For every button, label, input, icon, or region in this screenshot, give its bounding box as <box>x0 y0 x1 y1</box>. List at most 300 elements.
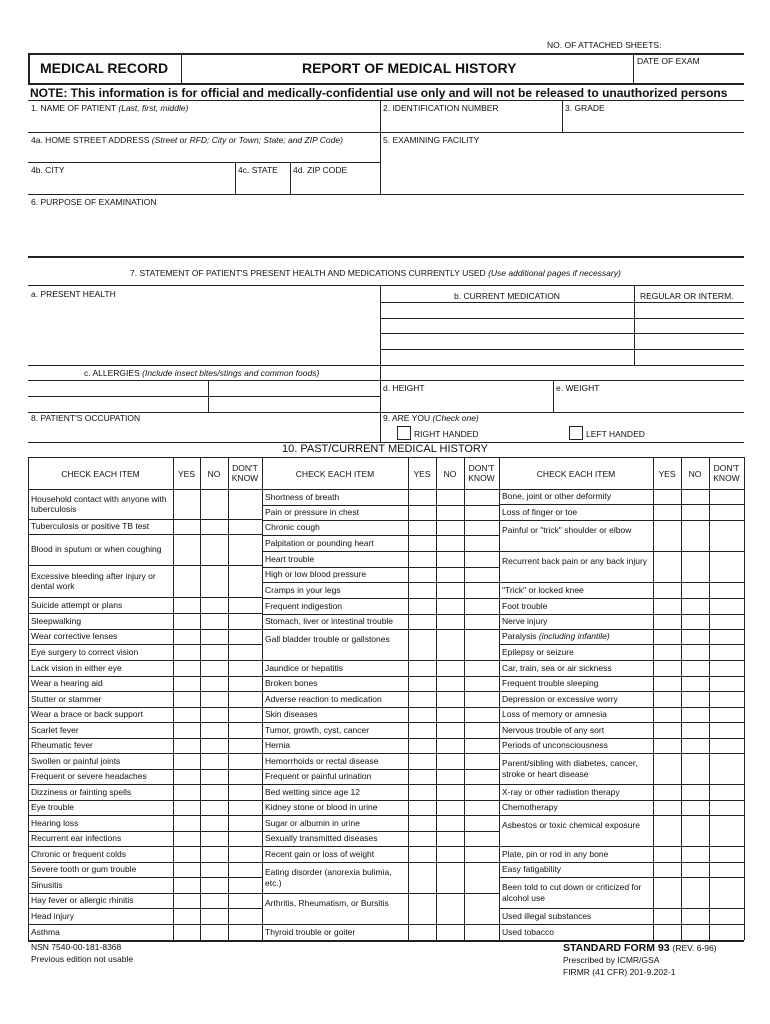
history-yes-cell[interactable] <box>174 801 199 814</box>
history-dontknow-cell[interactable] <box>229 661 261 675</box>
col3-no-header: NO <box>688 469 702 479</box>
address-field[interactable] <box>31 146 376 160</box>
history-dontknow-cell[interactable] <box>465 521 498 534</box>
history-no-cell[interactable] <box>682 490 708 503</box>
history-yes-cell[interactable] <box>654 599 680 613</box>
history-no-cell[interactable] <box>201 535 227 564</box>
history-dontknow-cell[interactable] <box>710 645 743 659</box>
present-health-field[interactable] <box>31 300 376 362</box>
history-no-cell[interactable] <box>437 832 463 845</box>
history-dontknow-cell[interactable] <box>229 614 261 628</box>
history-no-cell[interactable] <box>437 615 463 628</box>
history-no-cell[interactable] <box>201 566 227 596</box>
history-dontknow-cell[interactable] <box>465 816 498 830</box>
col1-no-header: NO <box>207 469 221 479</box>
history-yes-cell[interactable] <box>654 708 680 721</box>
history-yes-cell[interactable] <box>174 614 199 628</box>
history-item: Adverse reaction to medication <box>265 693 382 704</box>
attached-sheets-field[interactable] <box>672 38 742 51</box>
history-item: Parent/sibling with diabetes, cancer, stroke or heart disease <box>502 758 638 779</box>
history-dontknow-cell[interactable] <box>710 583 743 597</box>
history-yes-cell[interactable] <box>654 878 680 907</box>
history-dontknow-cell[interactable] <box>465 615 498 628</box>
history-item: Stutter or stammer <box>31 693 102 704</box>
history-no-cell[interactable] <box>437 490 463 504</box>
history-item: Bone, joint or other deformity <box>502 491 612 502</box>
history-yes-cell[interactable] <box>409 661 435 675</box>
history-yes-cell[interactable] <box>654 847 680 861</box>
history-dontknow-cell[interactable] <box>465 599 498 613</box>
history-no-cell[interactable] <box>437 506 463 519</box>
left-handed-checkbox[interactable] <box>569 426 583 440</box>
history-yes-cell[interactable] <box>174 708 199 721</box>
history-yes-cell[interactable] <box>409 506 435 519</box>
history-dontknow-cell[interactable] <box>229 630 261 643</box>
history-yes-cell[interactable] <box>654 630 680 643</box>
facility-label: 5. EXAMINING FACILITY <box>383 135 480 145</box>
history-dontknow-cell[interactable] <box>710 615 743 628</box>
occupation-field[interactable] <box>31 424 376 440</box>
height-field[interactable] <box>383 394 550 410</box>
history-yes-cell[interactable] <box>409 521 435 534</box>
history-yes-cell[interactable] <box>409 552 435 566</box>
history-dontknow-cell[interactable] <box>229 754 261 768</box>
history-item: Sugar or albumin in urine <box>265 817 360 828</box>
history-no-cell[interactable] <box>201 894 227 907</box>
history-no-cell[interactable] <box>682 677 708 690</box>
history-dontknow-cell[interactable] <box>710 692 743 706</box>
history-yes-cell[interactable] <box>409 677 435 690</box>
history-no-cell[interactable] <box>201 614 227 628</box>
history-no-cell[interactable] <box>201 816 227 830</box>
history-no-cell[interactable] <box>682 521 708 550</box>
history-yes-cell[interactable] <box>174 598 199 612</box>
history-item: Sexually transmitted diseases <box>265 833 378 844</box>
history-no-cell[interactable] <box>682 661 708 675</box>
history-no-cell[interactable] <box>437 692 463 706</box>
history-no-cell[interactable] <box>437 583 463 597</box>
medication-field-4[interactable] <box>383 351 631 363</box>
history-dontknow-cell[interactable] <box>465 661 498 675</box>
history-no-cell[interactable] <box>682 708 708 721</box>
history-yes-cell[interactable] <box>654 645 680 659</box>
history-item: Frequent or painful urination <box>265 771 372 782</box>
history-no-cell[interactable] <box>437 521 463 534</box>
zip-field[interactable] <box>293 176 377 192</box>
grade-label: 3. GRADE <box>565 103 605 113</box>
history-no-cell[interactable] <box>682 925 708 939</box>
history-item: Severe tooth or gum trouble <box>31 864 137 875</box>
history-yes-cell[interactable] <box>654 692 680 706</box>
right-handed-checkbox[interactable] <box>397 426 411 440</box>
history-item: Frequent indigestion <box>265 600 343 611</box>
history-no-cell[interactable] <box>682 785 708 799</box>
history-no-cell[interactable] <box>437 723 463 737</box>
history-item: Broken bones <box>265 678 318 689</box>
history-yes-cell[interactable] <box>654 661 680 675</box>
history-item: Stomach, liver or intestinal trouble <box>265 616 394 627</box>
history-no-cell[interactable] <box>437 630 463 659</box>
history-no-cell[interactable] <box>201 723 227 737</box>
history-no-cell[interactable] <box>437 863 463 892</box>
history-dontknow-cell[interactable] <box>710 878 743 907</box>
history-yes-cell[interactable] <box>174 863 199 876</box>
history-no-cell[interactable] <box>437 599 463 613</box>
history-no-cell[interactable] <box>437 785 463 799</box>
history-yes-cell[interactable] <box>654 816 680 845</box>
history-yes-cell[interactable] <box>409 785 435 799</box>
history-no-cell[interactable] <box>201 490 227 518</box>
history-no-cell[interactable] <box>201 739 227 752</box>
history-dontknow-cell[interactable] <box>710 630 743 643</box>
history-dontknow-cell[interactable] <box>229 770 261 783</box>
history-yes-cell[interactable] <box>409 770 435 783</box>
history-dontknow-cell[interactable] <box>229 863 261 876</box>
history-yes-cell[interactable] <box>654 909 680 923</box>
history-no-cell[interactable] <box>682 630 708 643</box>
history-dontknow-cell[interactable] <box>229 801 261 814</box>
history-item: Tuberculosis or positive TB test <box>31 521 150 532</box>
history-yes-cell[interactable] <box>409 894 435 923</box>
history-dontknow-cell[interactable] <box>229 677 261 690</box>
history-dontknow-cell[interactable] <box>710 847 743 861</box>
history-yes-cell[interactable] <box>174 754 199 768</box>
history-dontknow-cell[interactable] <box>710 521 743 550</box>
history-yes-cell[interactable] <box>174 692 199 706</box>
attached-sheets-label: NO. OF ATTACHED SHEETS: <box>547 40 662 50</box>
history-no-cell[interactable] <box>682 599 708 613</box>
history-item: Nerve injury <box>502 616 548 627</box>
history-no-cell[interactable] <box>437 552 463 566</box>
history-no-cell[interactable] <box>682 739 708 752</box>
history-item: Blood in sputum or when coughing <box>31 544 162 555</box>
history-no-cell[interactable] <box>682 909 708 923</box>
history-yes-cell[interactable] <box>409 692 435 706</box>
history-dontknow-cell[interactable] <box>229 598 261 612</box>
history-item: Paralysis (including infantile) <box>502 631 610 642</box>
history-dontknow-cell[interactable] <box>465 536 498 550</box>
history-dontknow-cell[interactable] <box>465 785 498 799</box>
history-dontknow-cell[interactable] <box>229 566 261 596</box>
history-yes-cell[interactable] <box>409 816 435 830</box>
history-yes-cell[interactable] <box>174 785 199 799</box>
state-field[interactable] <box>238 176 287 192</box>
history-no-cell[interactable] <box>201 661 227 675</box>
history-yes-cell[interactable] <box>174 878 199 892</box>
history-yes-cell[interactable] <box>409 754 435 768</box>
report-title: REPORT OF MEDICAL HISTORY <box>302 60 517 76</box>
height-label: d. HEIGHT <box>383 383 425 393</box>
history-no-cell[interactable] <box>437 739 463 752</box>
history-yes-cell[interactable] <box>174 909 199 923</box>
history-dontknow-cell[interactable] <box>465 568 498 581</box>
history-yes-cell[interactable] <box>409 583 435 597</box>
history-dontknow-cell[interactable] <box>710 661 743 675</box>
history-no-cell[interactable] <box>682 615 708 628</box>
history-no-cell[interactable] <box>437 816 463 830</box>
history-dontknow-cell[interactable] <box>710 677 743 690</box>
history-no-cell[interactable] <box>201 785 227 799</box>
medication-field-1[interactable] <box>383 304 631 316</box>
history-item: Foot trouble <box>502 600 548 611</box>
history-dontknow-cell[interactable] <box>465 490 498 504</box>
history-item: Frequent trouble sleeping <box>502 678 599 689</box>
history-no-cell[interactable] <box>437 770 463 783</box>
history-no-cell[interactable] <box>201 770 227 783</box>
history-no-cell[interactable] <box>201 598 227 612</box>
history-item: Asthma <box>31 926 60 937</box>
history-no-cell[interactable] <box>201 677 227 690</box>
history-yes-cell[interactable] <box>409 925 435 939</box>
history-dontknow-cell[interactable] <box>710 754 743 783</box>
history-no-cell[interactable] <box>682 692 708 706</box>
weight-label: e. WEIGHT <box>556 383 600 393</box>
standard-form-label: STANDARD FORM 93 (REV. 6-96) <box>563 942 717 954</box>
present-health-label: a. PRESENT HEALTH <box>31 289 116 299</box>
history-no-cell[interactable] <box>437 536 463 550</box>
history-dontknow-cell[interactable] <box>229 878 261 892</box>
history-yes-cell[interactable] <box>654 521 680 550</box>
history-yes-cell[interactable] <box>174 816 199 830</box>
history-dontknow-cell[interactable] <box>229 535 261 564</box>
history-item: Jaundice or hepatitis <box>265 662 343 673</box>
history-yes-cell[interactable] <box>654 677 680 690</box>
medication-field-3[interactable] <box>383 335 631 347</box>
history-dontknow-cell[interactable] <box>465 894 498 923</box>
facility-field[interactable] <box>383 146 741 192</box>
history-yes-cell[interactable] <box>654 490 680 503</box>
history-dontknow-cell[interactable] <box>229 925 261 939</box>
history-item: X-ray or other radiation therapy <box>502 786 620 797</box>
history-dontknow-cell[interactable] <box>710 816 743 845</box>
history-no-cell[interactable] <box>201 909 227 923</box>
history-no-cell[interactable] <box>682 863 708 876</box>
history-dontknow-cell[interactable] <box>465 506 498 519</box>
history-dontknow-cell[interactable] <box>229 816 261 830</box>
history-yes-cell[interactable] <box>174 535 199 564</box>
history-no-cell[interactable] <box>682 505 708 519</box>
history-dontknow-cell[interactable] <box>710 909 743 923</box>
history-no-cell[interactable] <box>437 661 463 675</box>
medication-field-2[interactable] <box>383 320 631 332</box>
date-of-exam-label: DATE OF EXAM <box>637 56 700 66</box>
history-dontknow-cell[interactable] <box>229 909 261 923</box>
history-yes-cell[interactable] <box>174 723 199 737</box>
history-item: Hay fever or allergic rhinitis <box>31 895 134 906</box>
history-item: Hearing loss <box>31 817 79 828</box>
col2-yes-header: YES <box>413 469 431 479</box>
history-dontknow-cell[interactable] <box>465 583 498 597</box>
history-yes-cell[interactable] <box>409 615 435 628</box>
history-yes-cell[interactable] <box>654 505 680 519</box>
id-number-label: 2. IDENTIFICATION NUMBER <box>383 103 499 113</box>
history-yes-cell[interactable] <box>174 490 199 518</box>
history-dontknow-cell[interactable] <box>465 847 498 861</box>
history-dontknow-cell[interactable] <box>710 490 743 503</box>
history-dontknow-cell[interactable] <box>465 739 498 752</box>
history-yes-cell[interactable] <box>654 552 680 581</box>
history-no-cell[interactable] <box>201 863 227 876</box>
history-no-cell[interactable] <box>437 568 463 581</box>
history-yes-cell[interactable] <box>654 739 680 752</box>
history-item: Head injury <box>31 910 74 921</box>
history-no-cell[interactable] <box>437 925 463 939</box>
history-no-cell[interactable] <box>201 520 227 533</box>
history-yes-cell[interactable] <box>409 723 435 737</box>
history-dontknow-cell[interactable] <box>465 708 498 721</box>
history-dontknow-cell[interactable] <box>229 490 261 518</box>
history-dontknow-cell[interactable] <box>710 723 743 737</box>
history-yes-cell[interactable] <box>409 708 435 721</box>
history-dontknow-cell[interactable] <box>465 630 498 659</box>
history-dontknow-cell[interactable] <box>229 645 261 659</box>
history-yes-cell[interactable] <box>409 832 435 845</box>
history-no-cell[interactable] <box>682 801 708 814</box>
history-yes-cell[interactable] <box>174 770 199 783</box>
history-no-cell[interactable] <box>437 801 463 814</box>
history-item: Suicide attempt or plans <box>31 599 123 610</box>
history-yes-cell[interactable] <box>409 536 435 550</box>
history-no-cell[interactable] <box>437 708 463 721</box>
history-item: Heart trouble <box>265 553 315 564</box>
id-number-field[interactable] <box>383 114 559 130</box>
history-dontknow-cell[interactable] <box>229 832 261 845</box>
history-dontknow-cell[interactable] <box>465 863 498 892</box>
history-item: Dizziness or fainting spells <box>31 786 132 797</box>
history-no-cell[interactable] <box>682 754 708 783</box>
history-yes-cell[interactable] <box>174 894 199 907</box>
history-dontknow-cell[interactable] <box>465 754 498 768</box>
history-item: Rheumatic fever <box>31 740 93 751</box>
history-item: Recurrent back pain or any back injury <box>502 556 648 566</box>
purpose-field[interactable] <box>31 208 741 254</box>
history-dontknow-cell[interactable] <box>465 692 498 706</box>
history-yes-cell[interactable] <box>654 615 680 628</box>
history-yes-cell[interactable] <box>654 583 680 597</box>
history-no-cell[interactable] <box>201 754 227 768</box>
history-yes-cell[interactable] <box>409 739 435 752</box>
history-yes-cell[interactable] <box>409 599 435 613</box>
history-no-cell[interactable] <box>682 723 708 737</box>
history-yes-cell[interactable] <box>654 863 680 876</box>
history-yes-cell[interactable] <box>174 739 199 752</box>
history-dontknow-cell[interactable] <box>710 863 743 876</box>
history-no-cell[interactable] <box>437 847 463 861</box>
history-yes-cell[interactable] <box>174 832 199 845</box>
date-of-exam-field[interactable] <box>637 67 742 82</box>
history-no-cell[interactable] <box>682 583 708 597</box>
city-field[interactable] <box>31 176 231 192</box>
grade-field[interactable] <box>565 114 741 130</box>
history-dontknow-cell[interactable] <box>710 801 743 814</box>
col2-check-header: CHECK EACH ITEM <box>295 469 375 479</box>
history-dontknow-cell[interactable] <box>229 894 261 907</box>
history-no-cell[interactable] <box>437 677 463 690</box>
history-item: Eating disorder (anorexia bulimia, etc.) <box>265 867 392 888</box>
history-yes-cell[interactable] <box>174 925 199 939</box>
history-yes-cell[interactable] <box>174 847 199 861</box>
allergies-field[interactable] <box>31 382 376 410</box>
allergies-label: c. ALLERGIES (Include insect bites/stings and common foods) <box>84 368 320 378</box>
history-dontknow-cell[interactable] <box>710 505 743 519</box>
history-dontknow-cell[interactable] <box>710 785 743 799</box>
history-no-cell[interactable] <box>201 692 227 706</box>
history-no-cell[interactable] <box>437 754 463 768</box>
history-dontknow-cell[interactable] <box>465 832 498 845</box>
history-yes-cell[interactable] <box>409 490 435 504</box>
history-item: Thyroid trouble or goiter <box>265 926 356 937</box>
history-no-cell[interactable] <box>201 645 227 659</box>
history-yes-cell[interactable] <box>409 630 435 659</box>
history-yes-cell[interactable] <box>654 723 680 737</box>
history-yes-cell[interactable] <box>174 630 199 643</box>
history-no-cell[interactable] <box>201 801 227 814</box>
history-dontknow-cell[interactable] <box>465 723 498 737</box>
name-field[interactable] <box>31 114 376 130</box>
history-yes-cell[interactable] <box>174 566 199 596</box>
history-no-cell[interactable] <box>201 847 227 861</box>
history-dontknow-cell[interactable] <box>229 847 261 861</box>
history-item: Kidney stone or blood in urine <box>265 802 378 813</box>
history-dontknow-cell[interactable] <box>229 785 261 799</box>
history-no-cell[interactable] <box>201 925 227 939</box>
history-yes-cell[interactable] <box>409 568 435 581</box>
history-dontknow-cell[interactable] <box>465 925 498 939</box>
history-item: Loss of finger or toe <box>502 506 578 517</box>
history-dontknow-cell[interactable] <box>710 599 743 613</box>
history-dontknow-cell[interactable] <box>229 708 261 721</box>
history-dontknow-cell[interactable] <box>465 552 498 566</box>
history-yes-cell[interactable] <box>409 847 435 861</box>
history-no-cell[interactable] <box>201 708 227 721</box>
history-no-cell[interactable] <box>201 832 227 845</box>
history-dontknow-cell[interactable] <box>229 692 261 706</box>
history-title: 10. PAST/CURRENT MEDICAL HISTORY <box>282 443 488 455</box>
history-yes-cell[interactable] <box>409 801 435 814</box>
history-no-cell[interactable] <box>437 894 463 923</box>
history-no-cell[interactable] <box>682 847 708 861</box>
history-dontknow-cell[interactable] <box>710 739 743 752</box>
history-yes-cell[interactable] <box>174 677 199 690</box>
history-no-cell[interactable] <box>201 630 227 643</box>
history-no-cell[interactable] <box>682 816 708 845</box>
history-yes-cell[interactable] <box>409 863 435 892</box>
history-item: Skin diseases <box>265 709 318 720</box>
history-yes-cell[interactable] <box>654 785 680 799</box>
history-dontknow-cell[interactable] <box>229 723 261 737</box>
history-dontknow-cell[interactable] <box>465 801 498 814</box>
history-yes-cell[interactable] <box>174 645 199 659</box>
history-dontknow-cell[interactable] <box>710 925 743 939</box>
history-dontknow-cell[interactable] <box>229 520 261 533</box>
history-dontknow-cell[interactable] <box>229 739 261 752</box>
weight-field[interactable] <box>556 394 741 410</box>
history-no-cell[interactable] <box>682 645 708 659</box>
history-no-cell[interactable] <box>682 878 708 907</box>
history-dontknow-cell[interactable] <box>710 708 743 721</box>
history-item: Car, train, sea or air sickness <box>502 662 612 673</box>
history-yes-cell[interactable] <box>654 925 680 939</box>
history-dontknow-cell[interactable] <box>710 552 743 581</box>
history-no-cell[interactable] <box>201 878 227 892</box>
history-dontknow-cell[interactable] <box>465 770 498 783</box>
history-no-cell[interactable] <box>682 552 708 581</box>
history-yes-cell[interactable] <box>174 661 199 675</box>
history-dontknow-cell[interactable] <box>465 677 498 690</box>
history-yes-cell[interactable] <box>654 754 680 783</box>
history-yes-cell[interactable] <box>174 520 199 533</box>
history-yes-cell[interactable] <box>654 801 680 814</box>
